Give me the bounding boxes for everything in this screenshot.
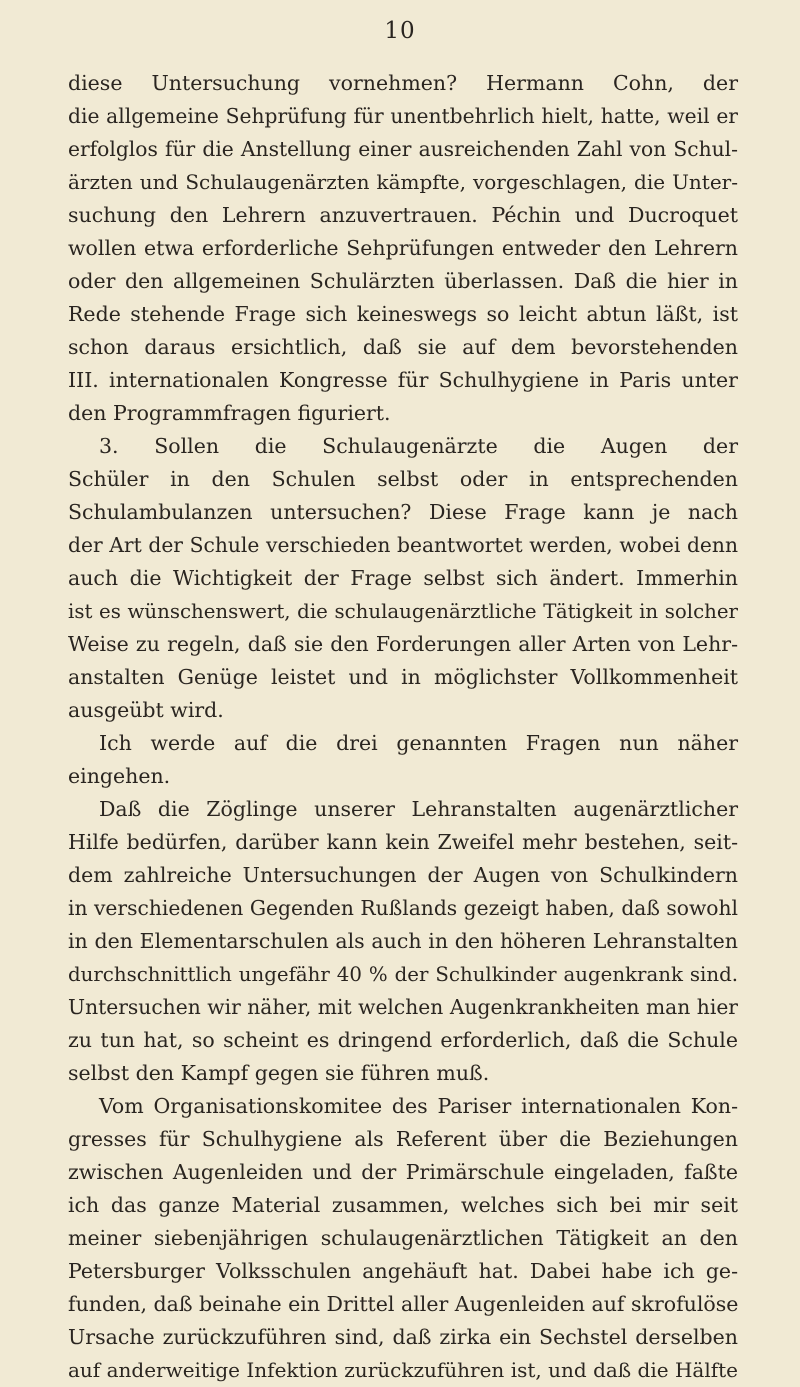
text-line: Schulambulanzen untersuchen? Diese Frage kann je nach [68, 500, 738, 524]
text-line: Untersuchen wir näher, mit welchen Augenkrankheiten man hier [68, 995, 738, 1019]
page-number: 10 [384, 18, 416, 44]
text-line: Hilfe bedürfen, darüber kann kein Zweifel mehr bestehen, seit- [68, 830, 738, 854]
text-line: selbst den Kampf gegen sie führen muß. [68, 1061, 490, 1085]
text-line: in den Elementarschulen als auch in den höheren Lehranstalten [68, 929, 738, 953]
text-line: ärzten und Schulaugenärzten kämpfte, vorgeschlagen, die Unter- [68, 170, 738, 194]
text-line: Daß die Zöglinge unserer Lehranstalten augenärztlicher [99, 797, 738, 821]
text-line: durchschnittlich ungefähr 40 % der Schulkinder augenkrank sind. [68, 963, 738, 986]
text-line: Rede stehende Frage sich keineswegs so leicht abtun läßt, ist [68, 302, 738, 326]
text-line: in verschiedenen Gegenden Rußlands gezeigt haben, daß sowohl [68, 896, 738, 920]
text-line: Weise zu regeln, daß sie den Forderungen aller Arten von Lehr- [68, 632, 738, 656]
text-line: oder den allgemeinen Schulärzten überlassen. Daß die hier in [68, 269, 738, 293]
text-line: eingehen. [68, 764, 171, 788]
text-line: Ich werde auf die drei genannten Fragen nun näher [99, 731, 738, 755]
text-line: wollen etwa erforderliche Sehprüfungen entweder den Lehrern [68, 236, 738, 260]
text-line: der Art der Schule verschieden beantwortet werden, wobei denn [68, 533, 738, 557]
text-line: ich das ganze Material zusammen, welches sich bei mir seit [68, 1193, 738, 1217]
text-line: ist es wünschenswert, die schulaugenärztliche Tätigkeit in solcher [68, 600, 738, 623]
text-line: schon daraus ersichtlich, daß sie auf dem bevorstehenden [68, 335, 738, 359]
text-line: den Programmfragen figuriert. [68, 401, 391, 425]
text-line: dem zahlreiche Untersuchungen der Augen von Schulkindern [68, 863, 738, 887]
text-line: gresses für Schulhygiene als Referent über die Beziehungen [68, 1127, 738, 1151]
text-line: die allgemeine Sehprüfung für unentbehrlich hielt, hatte, weil er [68, 104, 738, 128]
text-line: III. internationalen Kongresse für Schulhygiene in Paris unter [68, 368, 738, 392]
text-line: Schüler in den Schulen selbst oder in entsprechenden [68, 467, 738, 491]
text-line: diese Untersuchung vornehmen? Hermann Cohn, der [68, 71, 738, 95]
text-line: auf anderweitige Infektion zurückzuführen ist, und daß die Hälfte [68, 1358, 738, 1382]
text-line: Ursache zurückzuführen sind, daß zirka ein Sechstel derselben [68, 1325, 738, 1349]
text-line: 3. Sollen die Schulaugenärzte die Augen der [99, 434, 738, 458]
text-line: zwischen Augenleiden und der Primärschule eingeladen, faßte [68, 1160, 738, 1184]
body-text [68, 67, 738, 1387]
text-line: erfolglos für die Anstellung einer ausreichenden Zahl von Schul- [68, 137, 738, 161]
text-line: Petersburger Volksschulen angehäuft hat. Dabei habe ich ge- [68, 1259, 738, 1283]
text-line: meiner siebenjährigen schulaugenärztlichen Tätigkeit an den [68, 1226, 738, 1250]
text-line: funden, daß beinahe ein Drittel aller Augenleiden auf skrofulöse [68, 1292, 739, 1316]
text-line: zu tun hat, so scheint es dringend erforderlich, daß die Schule [68, 1028, 738, 1052]
text-line: Vom Organisationskomitee des Pariser internationalen Kon- [99, 1094, 738, 1118]
text-line: ausgeübt wird. [68, 698, 224, 722]
text-line: suchung den Lehrern anzuvertrauen. Péchin und Ducroquet [68, 203, 738, 227]
text-line: auch die Wichtigkeit der Frage selbst sich ändert. Immerhin [68, 566, 738, 590]
text-line: anstalten Genüge leistet und in möglichster Vollkommenheit [68, 665, 738, 689]
